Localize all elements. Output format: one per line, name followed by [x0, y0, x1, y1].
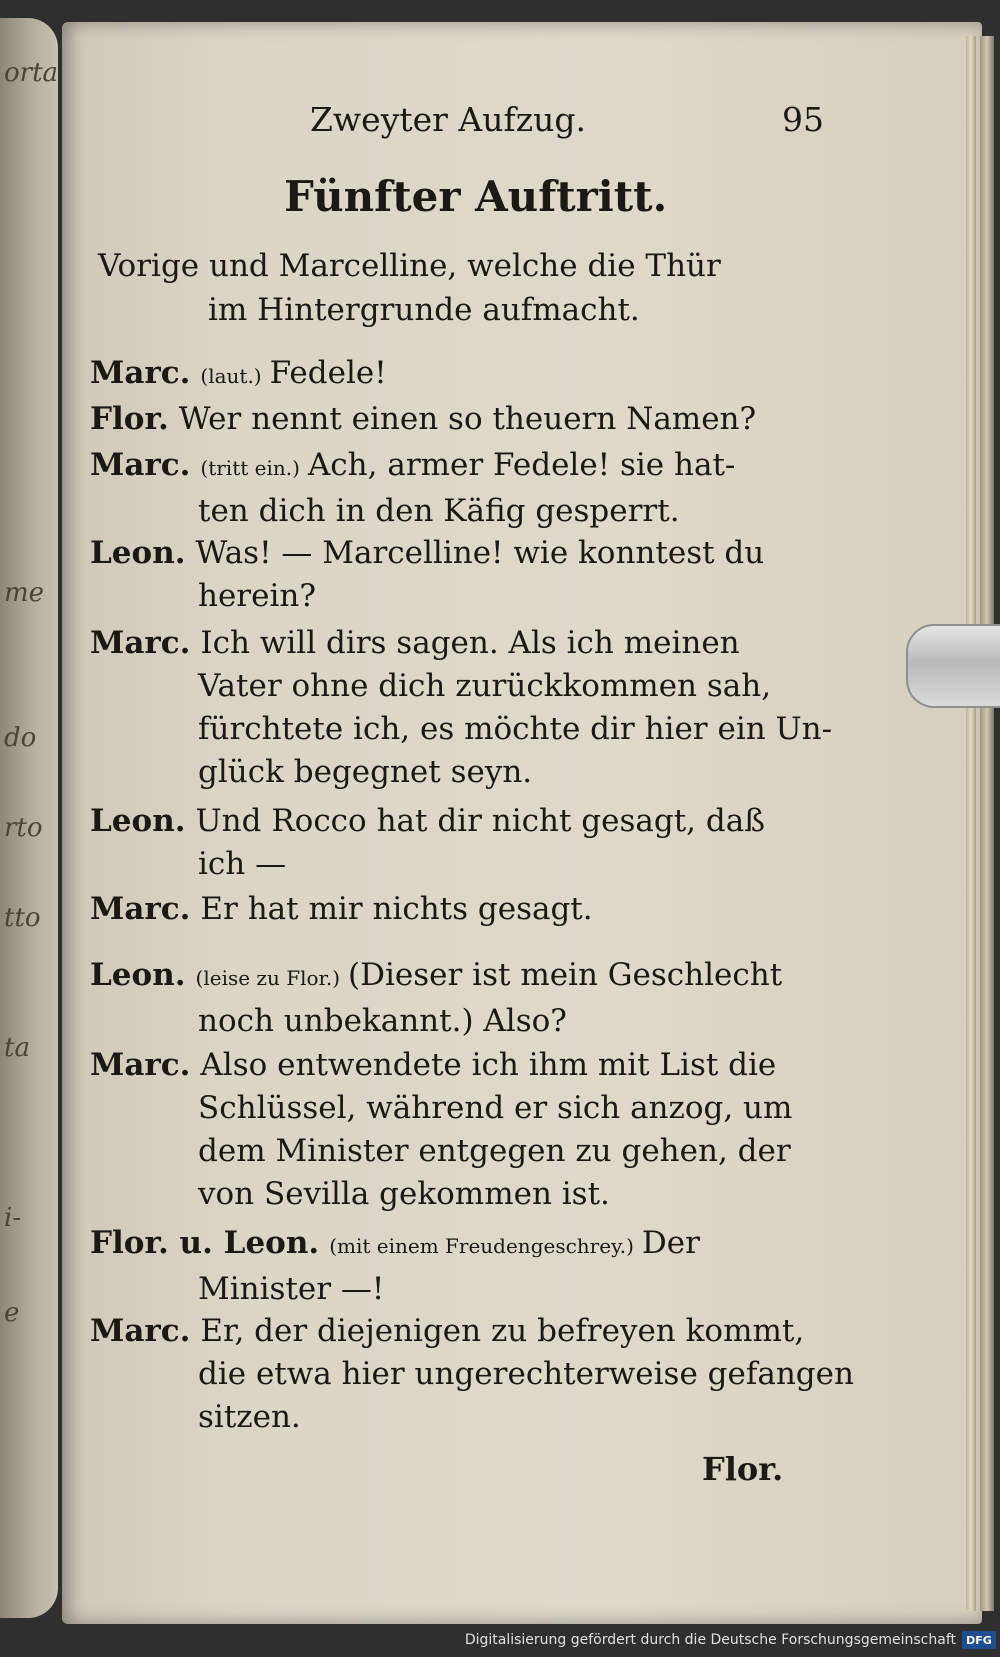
stage-note: (tritt ein.): [200, 456, 300, 480]
facing-page-edge: [0, 18, 58, 1618]
stage-note: (leise zu Flor.): [195, 966, 341, 990]
speech-line: ten dich in den Käfig gesperrt.: [198, 493, 680, 529]
page-stack-edge: [980, 36, 994, 1611]
speech-block: [90, 800, 890, 886]
speech-line: glück begegnet seyn.: [198, 754, 533, 790]
speech-line: Was! — Marcelline! wie konntest du: [195, 535, 765, 571]
speech-line: (Dieser ist mein Geschlecht: [348, 957, 783, 993]
speech-block: [90, 622, 890, 794]
speech-block: [90, 954, 890, 1043]
facing-page-fragment: ta: [4, 1033, 30, 1063]
stage-note: (mit einem Freudengeschrey.): [329, 1234, 634, 1258]
page-text: [62, 22, 982, 1624]
catchword: Flor.: [702, 1450, 784, 1488]
speech-line: Er, der diejenigen zu befreyen kommt,: [200, 1313, 805, 1349]
speech-line: Schlüssel, während er sich anzog, um: [198, 1090, 793, 1126]
stage-direction-line: Vorige und Marcelline, welche die Thür: [98, 248, 721, 284]
scene-title: Fünfter Auftritt.: [284, 172, 668, 221]
speech-line: die etwa hier ungerechterweise gefangen: [198, 1356, 854, 1392]
stage-note: (laut.): [200, 364, 262, 388]
running-head: Zweyter Aufzug.: [310, 100, 586, 139]
digitization-footer: [465, 1627, 996, 1653]
facing-page-fragment: do: [4, 723, 37, 753]
dfg-logo-icon: DFG: [962, 1631, 996, 1649]
speaker-name: Marc.: [90, 625, 191, 661]
speech-line: herein?: [198, 578, 316, 614]
speech-line: von Sevilla gekommen ist.: [198, 1176, 610, 1212]
speech-block: [90, 888, 890, 931]
speech-line: sitzen.: [198, 1399, 301, 1435]
speaker-name: Marc.: [90, 1313, 191, 1349]
speaker-name: Leon.: [90, 957, 186, 993]
stage-direction-line: im Hintergrunde aufmacht.: [208, 292, 640, 328]
speech-line: Der: [641, 1225, 700, 1261]
speech-line: Ich will dirs sagen. Als ich meinen: [200, 625, 740, 661]
page-clip: [906, 624, 1000, 708]
speech-line: Und Rocco hat dir nicht gesagt, daß: [195, 803, 765, 839]
speech-line: fürchtete ich, es möchte dir hier ein Un-: [198, 711, 833, 747]
stage-direction: [98, 244, 721, 332]
facing-page-fragment: i-: [4, 1203, 22, 1233]
speech-line: Wer nennt einen so theuern Namen?: [178, 401, 757, 437]
facing-page-fragment: e: [4, 1298, 20, 1328]
speaker-name: Marc.: [90, 891, 191, 927]
book-page: [62, 22, 982, 1624]
speech-line: Er hat mir nichts gesagt.: [200, 891, 593, 927]
speech-line: noch unbekannt.) Also?: [198, 1003, 567, 1039]
speech-line: ich —: [198, 846, 287, 882]
speech-line: Also entwendete ich ihm mit List die: [200, 1047, 777, 1083]
speaker-name: Flor.: [90, 401, 169, 437]
speech-line: Vater ohne dich zurückkommen sah,: [198, 668, 772, 704]
speech-line: Minister —!: [198, 1271, 385, 1307]
speech-line: Fedele!: [269, 355, 387, 391]
footer-credit: Digitalisierung gefördert durch die Deutsche Forschungsgemeinschaft: [464, 1632, 956, 1648]
speech-line: Ach, armer Fedele! sie hat-: [307, 447, 736, 483]
speech-block: [90, 1044, 890, 1216]
page-number: 95: [782, 100, 824, 139]
speaker-name: Leon.: [90, 535, 186, 571]
facing-page-fragment: rto: [4, 813, 43, 843]
speaker-name: Leon.: [90, 803, 186, 839]
speech-block: [90, 444, 890, 533]
speech-block: [90, 352, 890, 398]
facing-page-fragment: tto: [4, 903, 41, 933]
speaker-name: Marc.: [90, 355, 191, 391]
speech-line: dem Minister entgegen zu gehen, der: [198, 1133, 791, 1169]
facing-page-fragment: me: [4, 578, 45, 608]
speaker-name: Marc.: [90, 447, 191, 483]
facing-page-fragment: orta: [4, 58, 59, 88]
speech-block: [90, 1310, 890, 1439]
page-stack-edge: [966, 36, 976, 1611]
speaker-name: Flor. u. Leon.: [90, 1225, 320, 1261]
speech-block: [90, 398, 890, 441]
speaker-name: Marc.: [90, 1047, 191, 1083]
speech-block: [90, 1222, 890, 1311]
speech-block: [90, 532, 890, 618]
